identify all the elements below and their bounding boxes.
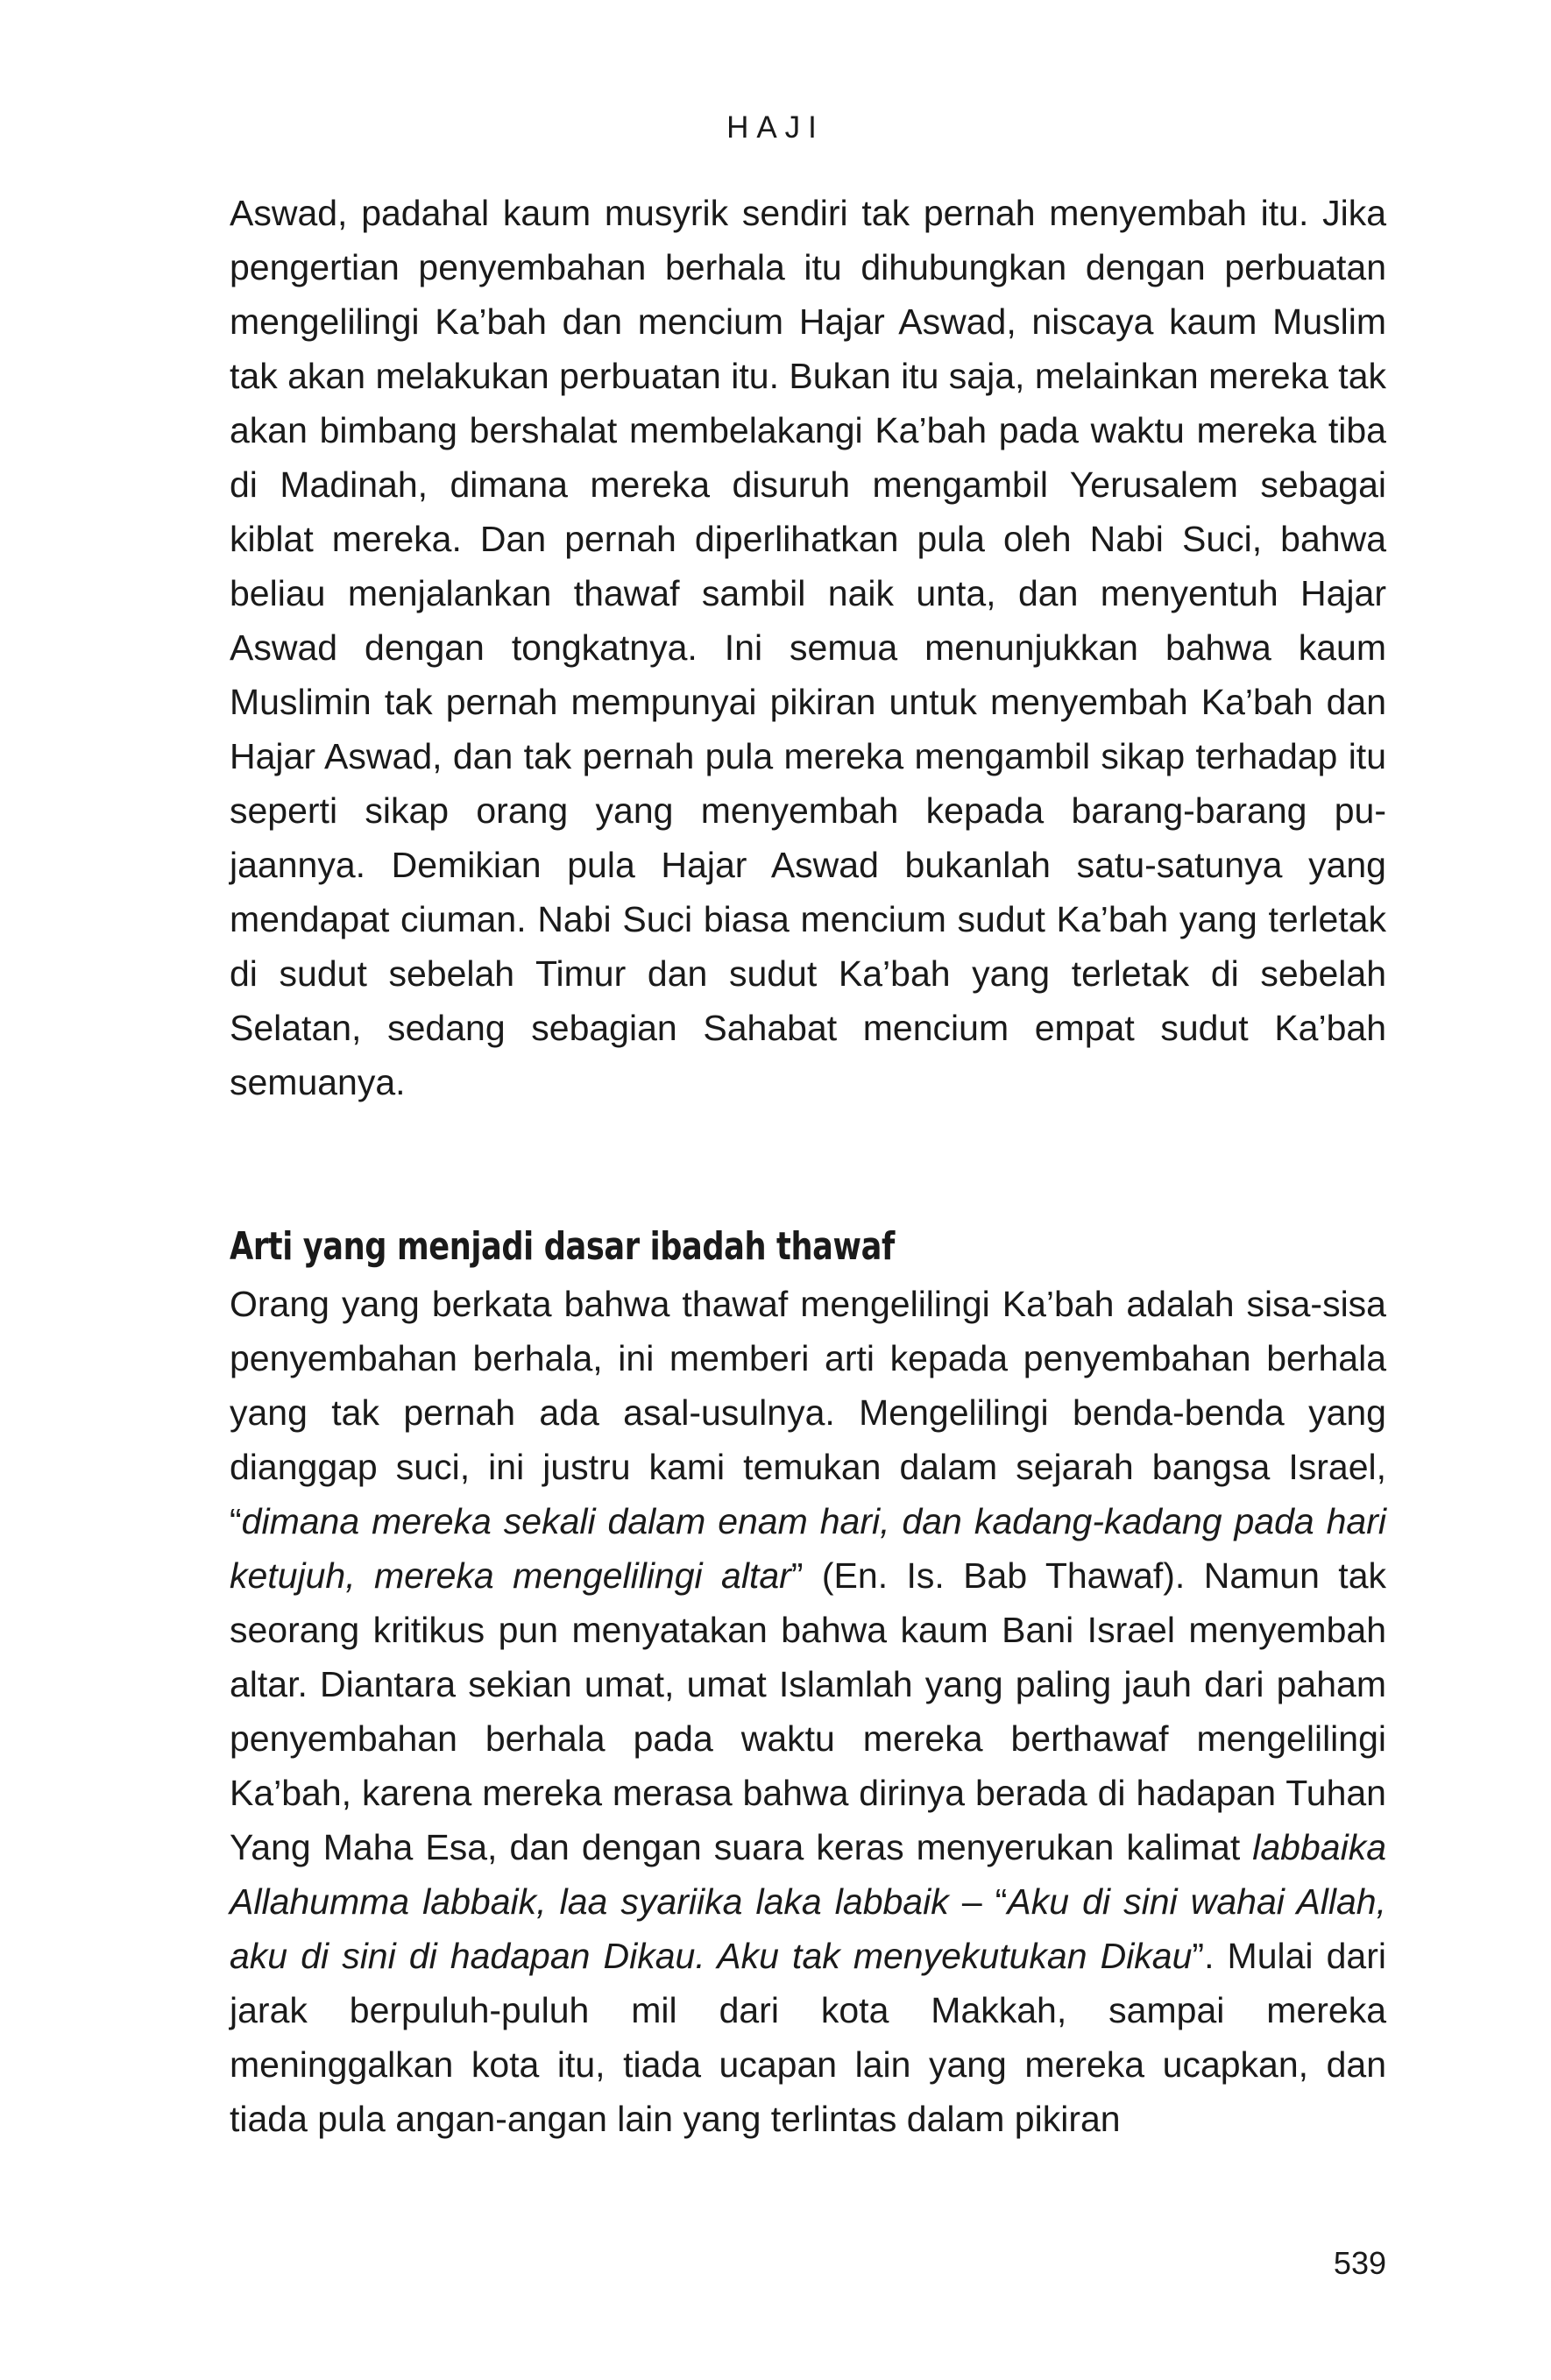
body-paragraph — [230, 1277, 1386, 2146]
italic-phrase: labbaika Allahumma labbaik, laa syariika laka labbaik — [230, 1827, 1386, 1922]
italic-translation: Aku di sini wahai Allah, aku di sini di hadapan Dikau. Aku tak menyekutukan Dikau — [230, 1881, 1387, 1976]
italic-quote: dimana mereka sekali dalam enam hari, dan kadang-kadang pada hari ketujuh, mereka mengelilingi altar — [230, 1501, 1386, 1596]
text-run: ” (En. Is. Bab Thawaf). Namun tak seorang kritikus pun menyatakan bahwa kaum Bani Israel menyembah altar. Diantara sekian umat, umat Islamlah yang paling jauh dari paham penyembahan berhala pada waktu mereka berthawaf mengelilingi Ka’bah, karena mereka merasa bahwa dirinya berada di hadapan Tuhan Yang Maha Esa, dan dengan suara keras menyerukan kalimat — [230, 1555, 1386, 1867]
page-number: 539 — [1333, 2245, 1386, 2281]
running-header: HAJI — [726, 110, 825, 145]
paragraph-block-2 — [230, 1277, 1386, 2146]
text-run: ”. Mulai dari jarak berpuluh-puluh mil dari kota Makkah, sampai mereka meninggalkan kota itu, tiada ucapan lain yang mereka ucapkan, dan tiada pula angan-angan lain yang terlintas dalam pikiran — [230, 1936, 1386, 2139]
text-run: – “ — [948, 1881, 1008, 1922]
body-paragraph: Aswad, padahal kaum musyrik sendiri tak pernah menyembah itu. Jika pengertian penyembahan berhala itu dihubungkan dengan perbuatan mengelilingi Ka’bah dan mencium Hajar Aswad, niscaya kaum Muslim tak akan melakukan perbuatan itu. Bukan itu saja, melainkan mereka tak akan bimbang bershalat membelakangi Ka’bah pada waktu mereka tiba di Madinah, dimana mereka disuruh mengambil Yerusalem sebagai kiblat mereka. Dan pernah diperlihatkan pula oleh Nabi Suci, bahwa beliau menjalankan thawaf sambil naik unta, dan menyentuh Hajar Aswad dengan tongkatnya. Ini semua menunjukkan bahwa kaum Muslimin tak pernah mempunyai pikiran untuk menyembah Ka’bah dan Hajar Aswad, dan tak pernah pula mereka mengambil sikap terhadap itu seperti sikap orang yang menyembah kepada barang-barang pujaannya. Demikian pula Hajar Aswad bukanlah satu-satunya yang mendapat ciuman. Nabi Suci biasa mencium sudut Ka’bah yang terletak di sudut sebelah Timur dan sudut Ka’bah yang terletak di sebelah Selatan, sedang sebagian Sahabat mencium empat sudut Ka’bah semuanya. — [230, 193, 1386, 1102]
section-heading: Arti yang menjadi dasar ibadah thawaf — [230, 1224, 895, 1269]
text-run: Orang yang berkata bahwa thawaf mengelilingi Ka’bah adalah sisa-sisa penyembahan berhala, ini memberi arti kepada penyembahan berhala yang tak pernah ada asal-usulnya. Mengelilingi benda-benda yang dianggap suci, ini justru kami temukan dalam sejarah bangsa Israel, “ — [230, 1284, 1386, 1541]
paragraph-block-1 — [230, 186, 1386, 1109]
